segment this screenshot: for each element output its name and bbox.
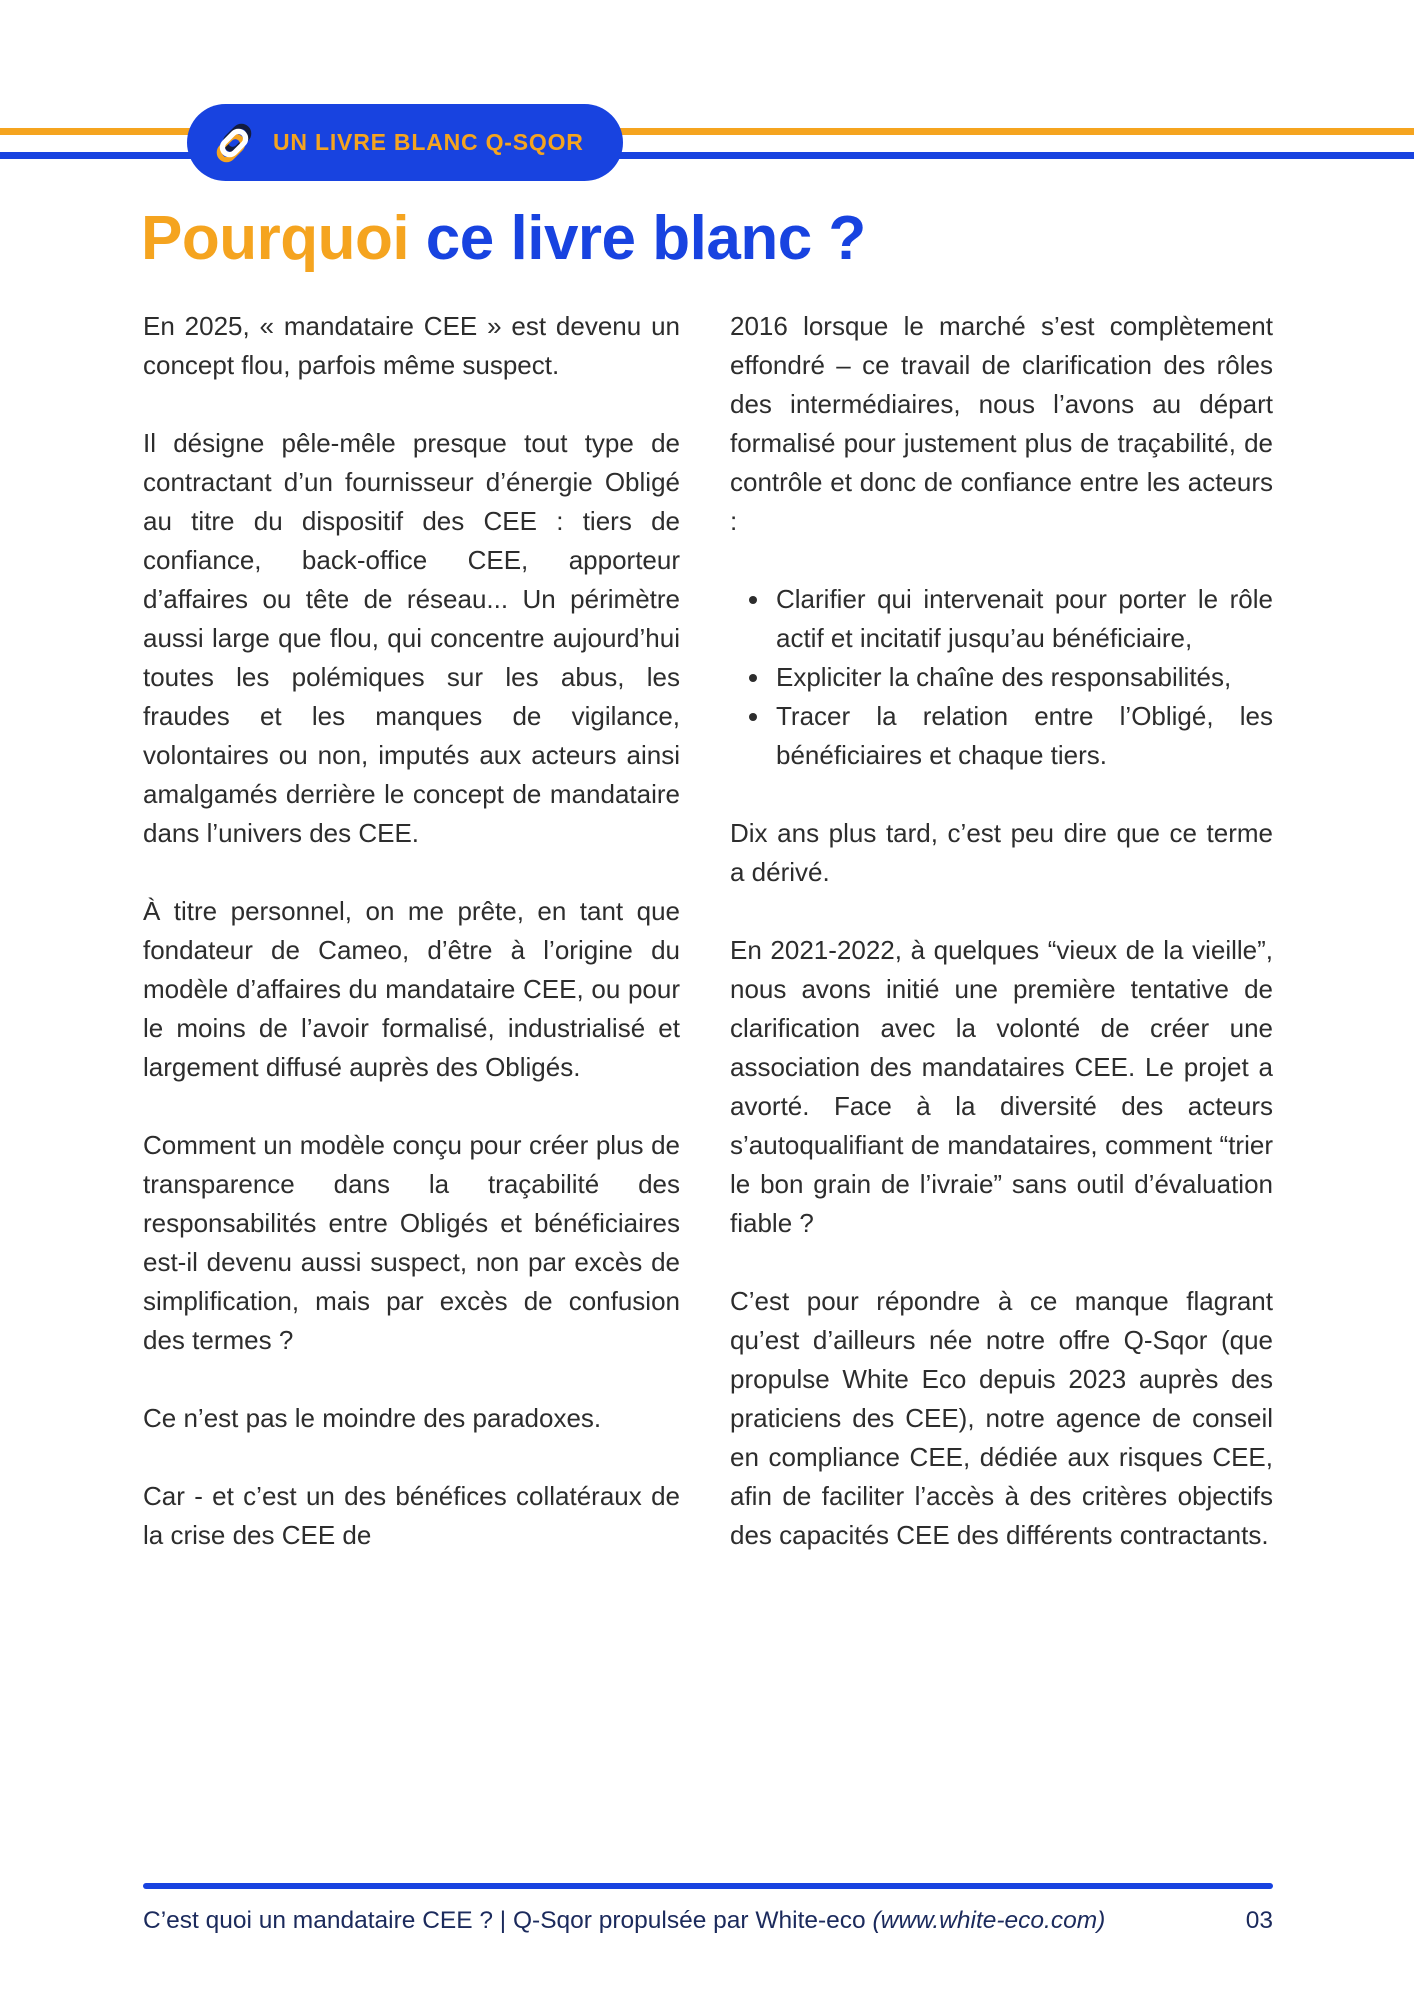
paragraph: En 2025, « mandataire CEE » est devenu un concept flou, parfois même suspect.: [143, 311, 680, 380]
page-title-highlight: Pourquoi: [141, 204, 410, 273]
page-number: 03: [1245, 1907, 1273, 1934]
footer-caption-text: C’est quoi un mandataire CEE ? | Q-Sqor propulsée par White-eco: [143, 1907, 873, 1934]
bullet-list: [730, 580, 1273, 775]
body-column-left: [143, 307, 680, 1555]
paragraph: Comment un modèle conçu pour créer plus de transparence dans la traçabilité des responsabilités entre Obligés et bénéficiaires est-il devenu aussi suspect, non par excès de simplification, mais par excès de confusion des termes ?: [143, 1130, 680, 1355]
footer: [143, 1907, 1273, 1935]
paragraph: Dix ans plus tard, c’est peu dire que ce terme a dérivé.: [730, 818, 1273, 887]
bullet-item: • Clarifier qui intervenait pour porter le rôle actif et incitatif jusqu’au bénéficiaire,: [772, 580, 1273, 658]
paragraph: En 2021-2022, à quelques “vieux de la vieille”, nous avons initié une première tentative de clarification avec la volonté de créer une association des mandataires CEE. Le projet a avorté. Face à la diversité des acteurs s’autoqualifiant de mandataires, comment “trier le bon grain de l’ivraie” sans outil d’évaluation fiable ?: [730, 935, 1273, 1238]
paragraph: À titre personnel, on me prête, en tant que fondateur de Cameo, d’être à l’origine du modèle d’affaires du mandataire CEE, ou pour le moins de l’avoir formalisé, industrialisé et largement diffusé auprès des Obligés.: [143, 896, 680, 1082]
footer-divider: [143, 1883, 1273, 1889]
bullet-item: • Tracer la relation entre l’Obligé, les bénéficiaires et chaque tiers.: [772, 697, 1273, 775]
paragraph: Car - et c’est un des bénéfices collatéraux de la crise des CEE de: [143, 1481, 680, 1550]
footer-website: (www.white-eco.com): [872, 1907, 1106, 1934]
body-column-right: [730, 307, 1273, 1555]
page-title-rest: ce livre blanc ?: [409, 204, 866, 273]
paragraph: C’est pour répondre à ce manque flagrant qu’est d’ailleurs née notre offre Q-Sqor (que propulse White Eco depuis 2023 auprès des praticiens des CEE), notre agence de conseil en compliance CEE, dédiée aux risques CEE, afin de faciliter l’accès à des critères objectifs des capacités CEE des différents contractants.: [730, 1286, 1273, 1550]
paragraph: Ce n’est pas le moindre des paradoxes.: [143, 1403, 602, 1433]
paragraph: 2016 lorsque le marché s’est complètement effondré – ce travail de clarification des rôles des intermédiaires, nous l’avons au départ formalisé pour justement plus de traçabilité, de contrôle et donc de confiance entre les acteurs :: [730, 311, 1273, 536]
paragraph: Il désigne pêle-mêle presque tout type de contractant d’un fournisseur d’énergie Obligé au titre du dispositif des CEE : tiers de confiance, back-office CEE, apporteur d’affaires ou tête de réseau... Un périmètre aussi large que flou, qui concentre aujourd’hui toutes les polémiques sur les abus, les fraudes et les manques de vigilance, volontaires ou non, imputés aux acteurs ainsi amalgamés derrière le concept de mandataire dans l’univers des CEE.: [143, 428, 680, 848]
badge-label: UN LIVRE BLANC Q-SQOR: [273, 129, 584, 155]
page-title: [141, 203, 866, 274]
bullet-item: • Expliciter la chaîne des responsabilités,: [772, 658, 1273, 697]
footer-caption: [143, 1907, 1105, 1935]
link-icon: [211, 120, 257, 166]
header-badge: [187, 104, 623, 181]
